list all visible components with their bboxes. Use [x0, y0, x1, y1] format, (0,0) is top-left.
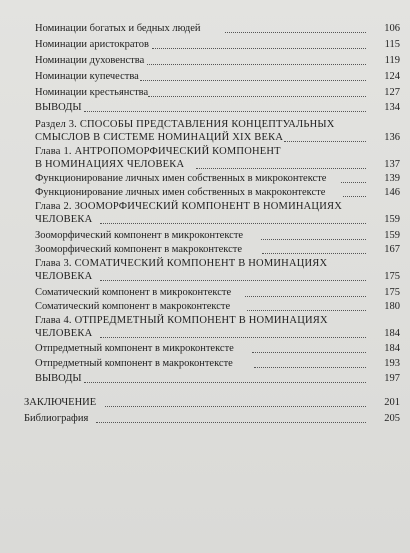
- toc-entry-title: Глава 4. ОТПРЕДМЕТНЫЙ КОМПОНЕНТ В НОМИНАЦИЯХ: [35, 315, 328, 326]
- dot-leader: [245, 296, 366, 297]
- toc-entry-title: Соматический компонент в микроконтексте: [35, 287, 232, 298]
- toc-entry: [0, 372, 410, 385]
- toc-page-number: 167: [384, 244, 400, 255]
- dot-leader: [261, 239, 366, 240]
- toc-entry-title: Функционирование личных имен собственных в макроконтексте: [35, 187, 326, 198]
- toc-entry: [0, 342, 410, 355]
- toc-entry: [0, 86, 410, 99]
- dot-leader: [252, 352, 366, 353]
- dot-leader: [225, 32, 366, 33]
- toc-entry: [0, 22, 410, 35]
- toc-entry: [0, 327, 410, 340]
- dot-leader: [262, 253, 366, 254]
- toc-entry: [0, 101, 410, 114]
- dot-leader: [341, 182, 366, 183]
- toc-entry: [0, 270, 410, 283]
- toc-page-number: 127: [384, 87, 400, 98]
- toc-entry-title: Номинации духовенства: [35, 55, 145, 66]
- dot-leader: [284, 141, 366, 142]
- toc-entry-title: ЧЕЛОВЕКА: [35, 271, 93, 282]
- toc-entry-title: Номинации аристократов: [35, 39, 149, 50]
- toc-page-number: 159: [384, 230, 400, 241]
- toc-page-number: 175: [384, 271, 400, 282]
- dot-leader: [84, 111, 366, 112]
- toc-entry-title: Отпредметный компонент в макроконтексте: [35, 358, 233, 369]
- toc-entry: [0, 38, 410, 51]
- toc-page-number: 106: [384, 23, 400, 34]
- toc-page-number: 159: [384, 214, 400, 225]
- toc-entry-title: СМЫСЛОВ В СИСТЕМЕ НОМИНАЦИЙ XIX ВЕКА: [35, 132, 284, 143]
- toc-entry: [0, 300, 410, 313]
- toc-entry: [0, 286, 410, 299]
- dot-leader: [100, 280, 366, 281]
- toc-entry: [0, 213, 410, 226]
- toc-entry-title: ЧЕЛОВЕКА: [35, 328, 93, 339]
- dot-leader: [84, 382, 366, 383]
- dot-leader: [343, 196, 366, 197]
- toc-entry: [0, 131, 410, 144]
- toc-page-number: 184: [384, 328, 400, 339]
- dot-leader: [105, 406, 366, 407]
- toc-page-number: 184: [384, 343, 400, 354]
- dot-leader: [96, 422, 366, 423]
- toc-entry: [0, 54, 410, 67]
- dot-leader: [147, 64, 366, 65]
- dot-leader: [152, 48, 366, 49]
- toc-entry-title: ВЫВОДЫ: [35, 373, 82, 384]
- toc-entry-title: Соматический компонент в макроконтексте: [35, 301, 231, 312]
- toc-page-number: 137: [384, 159, 400, 170]
- toc-page-number: 146: [384, 187, 400, 198]
- toc-page-number: 115: [384, 39, 400, 50]
- toc-entry-title: ВЫВОДЫ: [35, 102, 82, 113]
- dot-leader: [196, 168, 366, 169]
- toc-entry-title: Номинации крестьянства: [35, 87, 149, 98]
- toc-page-number: 124: [384, 71, 400, 82]
- toc-entry-title: Глава 2. ЗООМОРФИЧЕСКИЙ КОМПОНЕНТ В НОМИНАЦИЯХ: [35, 201, 342, 212]
- toc-entry: [0, 257, 410, 270]
- toc-entry-title: ЧЕЛОВЕКА: [35, 214, 93, 225]
- toc-page-number: 193: [384, 358, 400, 369]
- toc-page-number: 180: [384, 301, 400, 312]
- toc-page-number: 197: [384, 373, 400, 384]
- toc-entry-title: Номинации богатых и бедных людей: [35, 23, 201, 34]
- toc-page-number: 205: [384, 413, 400, 424]
- toc-page-number: 175: [384, 287, 400, 298]
- toc-page-number: 136: [384, 132, 400, 143]
- dot-leader: [254, 367, 366, 368]
- toc-page-number: 139: [384, 173, 400, 184]
- toc-entry: [0, 396, 410, 409]
- toc-entry: [0, 243, 410, 256]
- toc-entry-title: Глава 3. СОМАТИЧЕСКИЙ КОМПОНЕНТ В НОМИНАЦИЯХ: [35, 258, 328, 269]
- toc-entry-title: В НОМИНАЦИЯХ ЧЕЛОВЕКА: [35, 159, 185, 170]
- toc-entry-title: Зооморфический компонент в макроконтексте: [35, 244, 243, 255]
- toc-entry-title: Библиография: [24, 413, 89, 424]
- toc-entry: [0, 172, 410, 185]
- toc-entry: [0, 200, 410, 213]
- toc-entry-title: Глава 1. АНТРОПОМОРФИЧЕСКИЙ КОМПОНЕНТ: [35, 146, 281, 157]
- toc-entry-title: Номинации купечества: [35, 71, 139, 82]
- toc-entry: [0, 412, 410, 425]
- toc-page-number: 134: [384, 102, 400, 113]
- dot-leader: [140, 80, 366, 81]
- toc-entry: [0, 70, 410, 83]
- toc-entry: [0, 158, 410, 171]
- toc-entry-title: Зооморфический компонент в микроконтексте: [35, 230, 244, 241]
- dot-leader: [247, 310, 366, 311]
- toc-page-number: 119: [384, 55, 400, 66]
- dot-leader: [148, 96, 366, 97]
- toc-entry: [0, 186, 410, 199]
- toc-entry-title: Отпредметный компонент в микроконтексте: [35, 343, 234, 354]
- dot-leader: [100, 223, 366, 224]
- toc-page-number: 201: [384, 397, 400, 408]
- toc-entry: [0, 145, 410, 158]
- toc-entry-title: Раздел 3. СПОСОБЫ ПРЕДСТАВЛЕНИЯ КОНЦЕПТУАЛЬНЫХ: [35, 119, 335, 130]
- toc-entry-title: Функционирование личных имен собственных в микроконтексте: [35, 173, 327, 184]
- toc-entry: [0, 118, 410, 131]
- toc-entry-title: ЗАКЛЮЧЕНИЕ: [24, 397, 97, 408]
- toc-entry: [0, 357, 410, 370]
- toc-entry: [0, 229, 410, 242]
- dot-leader: [100, 337, 366, 338]
- toc-entry: [0, 314, 410, 327]
